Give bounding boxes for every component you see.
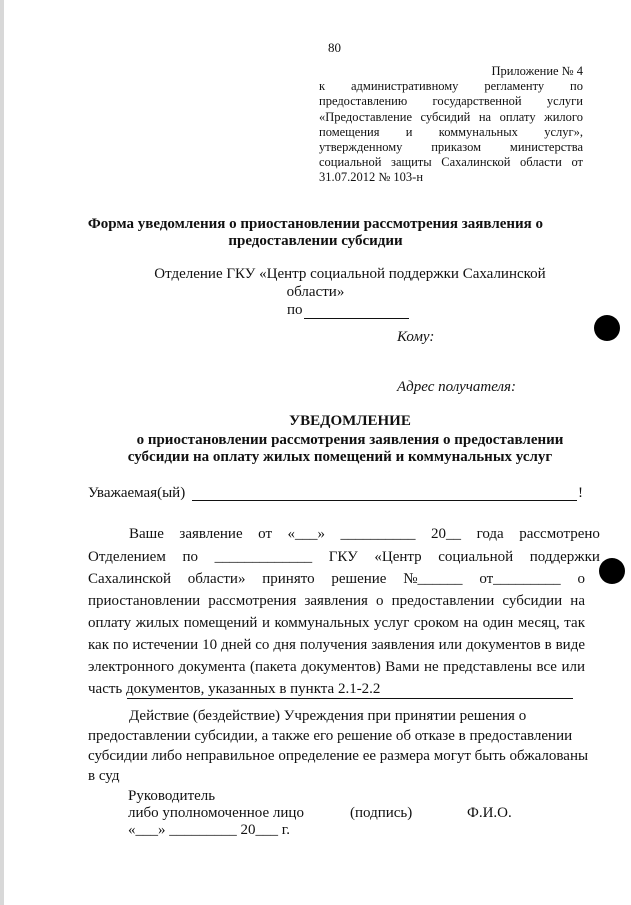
form-title-line2: предоставлении субсидии (228, 233, 403, 249)
to-label: Кому: (397, 329, 435, 345)
word: от (258, 526, 272, 542)
greeting-label: Уважаемая(ый) (88, 485, 186, 501)
annex-line: предоставлению государственной услуги (319, 94, 583, 109)
word: области» (187, 571, 246, 587)
word: «Центр (374, 549, 422, 565)
day-blank: «___» (287, 526, 326, 542)
decision-number-blank: №______ (403, 571, 463, 587)
appeal-line-2: предоставлении субсидии, а также его решение об отказе в предоставлении (88, 728, 573, 744)
page-number: 80 (328, 40, 341, 55)
binder-hole (594, 315, 620, 341)
annex-line: к административному регламенту по (319, 79, 583, 94)
notice-subtitle-line2: субсидии на оплату жилых помещений и коммунальных услуг (127, 449, 553, 465)
year-blank: 20__ (431, 526, 462, 542)
body-line-6: как по истечении 10 дней со дня получения заявления или документов в виде (88, 637, 585, 653)
word: ГКУ (328, 549, 358, 565)
annex-block (319, 64, 583, 186)
appeal-line-1: Действие (бездействие) Учреждения при принятии решения о (129, 708, 527, 724)
word: рассмотрено (519, 526, 600, 542)
form-title-line1: Форма уведомления о приостановлении рассмотрения заявления о (87, 216, 544, 232)
annex-line: «Предоставление субсидий на оплату жилого (319, 109, 583, 124)
body-row-2 (88, 549, 600, 566)
body-row-3 (88, 571, 585, 588)
district-blank: _____________ (214, 549, 313, 565)
annex-line: социальной защиты Сахалинской области от (319, 155, 583, 170)
word: социальной (438, 549, 514, 565)
notice-heading: УВЕДОМЛЕНИЕ (289, 413, 411, 429)
annex-title: Приложение № 4 (491, 64, 583, 78)
body-line-4: приостановлении рассмотрения заявления о предоставлении субсидии на (88, 593, 585, 609)
greeting-blank-line (192, 500, 577, 501)
word: года (476, 526, 504, 542)
department-line1: Отделение ГКУ «Центр социальной поддержки Сахалинской (154, 266, 546, 282)
annex-line: помещения и коммунальных услуг», (319, 124, 583, 139)
word: принято (262, 571, 315, 587)
greeting-exclamation: ! (578, 485, 583, 501)
month-blank: __________ (340, 526, 416, 542)
body-line-7: электронного документа (пакета документов) Вами не представлены все или (88, 659, 585, 675)
body-line-5: оплату жилых помещений и коммунальных услуг сроком на один месяц, так (88, 615, 585, 631)
signature-fio-label: Ф.И.О. (467, 805, 512, 821)
department-line2: области» (286, 284, 345, 300)
word: Сахалинской (88, 571, 172, 587)
appeal-line-4: в суд (88, 768, 120, 784)
po-label: по (287, 302, 303, 318)
notice-subtitle-line1: о приостановлении рассмотрения заявления о предоставлении (136, 432, 564, 448)
signature-authorized-person: либо уполномоченное лицо (128, 805, 304, 821)
appeal-line-3: субсидии либо неправильное определение ее размера могут быть обжалованы (88, 748, 589, 764)
binder-hole (599, 558, 625, 584)
word: решение (331, 571, 387, 587)
body-line-8: часть документов, указанных в пункта 2.1-2.2 (88, 681, 381, 697)
address-label: Адрес получателя: (397, 379, 517, 395)
decision-date-blank: от_________ (479, 571, 561, 587)
po-blank-line (304, 318, 409, 319)
signature-sign-label: (подпись) (350, 805, 413, 821)
annex-date-line: 31.07.2012 № 103-н (319, 170, 424, 185)
word: Отделением (88, 549, 166, 565)
word: Ваше (129, 526, 164, 542)
annex-line: утвержденному приказом министерства (319, 140, 583, 155)
signature-head: Руководитель (128, 788, 216, 804)
separator-line (127, 698, 573, 699)
word: поддержки (529, 549, 600, 565)
signature-date: «___» _________ 20___ г. (128, 822, 290, 838)
word: по (182, 549, 198, 565)
word: о (577, 571, 585, 587)
body-row-1 (129, 526, 600, 543)
word: заявление (179, 526, 243, 542)
